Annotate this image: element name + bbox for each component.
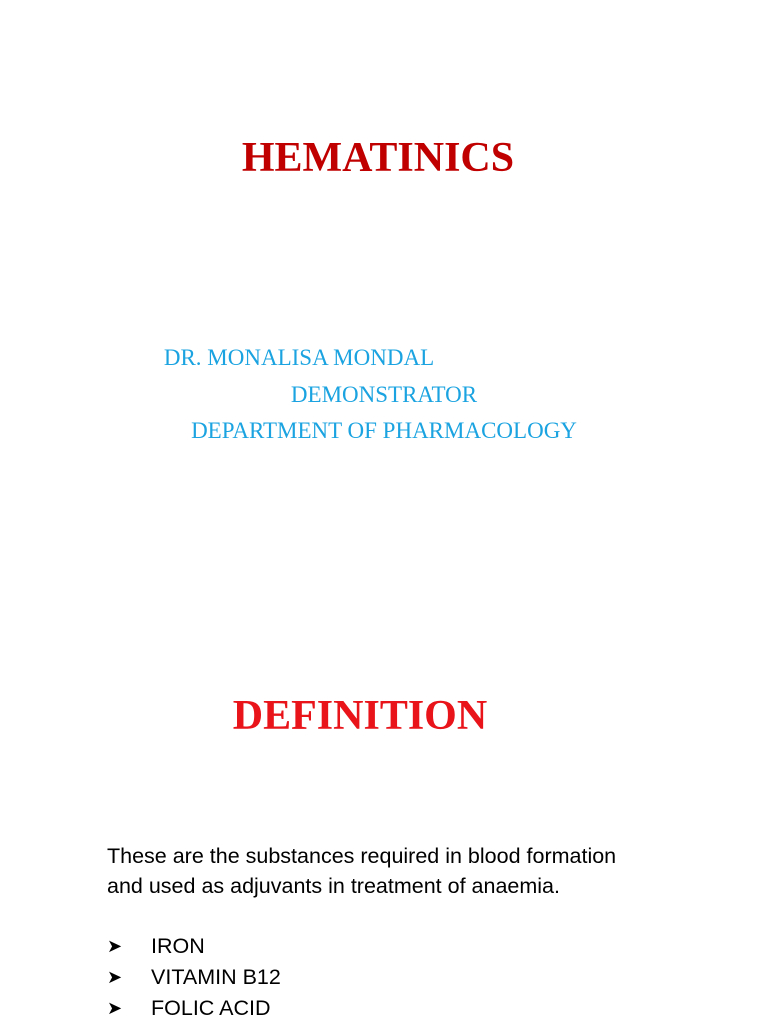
list-item <box>107 962 281 993</box>
definition-text <box>107 841 747 901</box>
list-item <box>107 993 281 1024</box>
list-item-label: FOLIC ACID <box>151 996 271 1020</box>
definition-heading: DEFINITION <box>232 693 488 739</box>
author-position: DEMONSTRATOR <box>290 381 478 407</box>
author-department: DEPARTMENT OF PHARMACOLOGY <box>191 418 577 443</box>
author-name: DR. MONALISA MONDAL <box>163 345 435 370</box>
list-item-label: IRON <box>151 934 205 958</box>
hematinics-list <box>107 931 281 1024</box>
arrow-bullet-icon: ➤ <box>107 936 123 956</box>
definition-line: and used as adjuvants in treatment of anaemia. <box>107 874 560 898</box>
arrow-bullet-icon: ➤ <box>107 998 123 1018</box>
slide-title: HEMATINICS <box>241 135 515 181</box>
definition-line: These are the substances required in blood formation <box>107 844 617 868</box>
arrow-bullet-icon: ➤ <box>107 967 123 987</box>
list-item-label: VITAMIN B12 <box>151 965 281 989</box>
list-item <box>107 931 281 962</box>
definition-slide <box>0 512 768 1024</box>
author-block <box>0 340 768 450</box>
